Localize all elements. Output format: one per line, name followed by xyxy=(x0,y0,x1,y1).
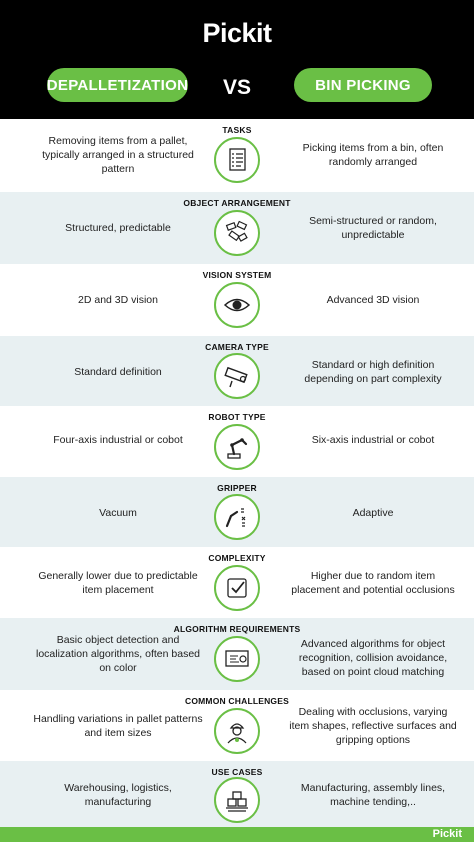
section-title: CAMERA TYPE xyxy=(205,342,269,352)
vs-label: VS xyxy=(222,76,251,99)
section-camera-type xyxy=(0,336,474,406)
robot-arm-icon xyxy=(214,424,260,470)
footer-logo: Pickit xyxy=(432,828,462,840)
bin-picking-cell: Advanced 3D vision xyxy=(326,294,420,306)
depalletization-cell: Handling variations in pallet patterns and item sizes xyxy=(33,713,203,739)
section-use-cases xyxy=(0,761,474,827)
depalletization-cell: Warehousing, logistics, manufacturing xyxy=(64,782,172,808)
section-algorithm-requirements xyxy=(0,618,474,690)
depalletization-cell: Vacuum xyxy=(99,507,137,519)
section-title: COMPLEXITY xyxy=(208,553,266,563)
checklist-icon xyxy=(214,137,260,183)
bin-picking-cell: Standard or high definition depending on part complexity xyxy=(304,359,442,385)
checkmark-icon xyxy=(214,565,260,611)
bin-picking-pill: BIN PICKING xyxy=(294,68,432,102)
eye-icon xyxy=(214,282,260,328)
brand-logo: Pickit xyxy=(202,18,272,48)
header-banner xyxy=(0,0,474,119)
depalletization-cell: Removing items from a pallet, typically arranged in a structured pattern xyxy=(42,135,194,175)
boxes-icon xyxy=(214,777,260,823)
bin-picking-cell: Six-axis industrial or cobot xyxy=(311,434,435,446)
section-title: OBJECT ARRANGEMENT xyxy=(183,198,291,208)
section-title: ALGORITHM REQUIREMENTS xyxy=(173,624,301,634)
section-title: VISION SYSTEM xyxy=(202,270,272,280)
section-vision-system xyxy=(0,264,474,336)
section-title: COMMON CHALLENGES xyxy=(185,696,289,706)
scattered-objects-icon xyxy=(214,210,260,256)
bin-picking-cell: Picking items from a bin, often randomly arranged xyxy=(302,142,444,168)
bin-picking-cell: Higher due to random item placement and potential occlusions xyxy=(291,570,455,596)
section-complexity xyxy=(0,547,474,618)
depalletization-pill: DEPALLETIZATION xyxy=(47,68,188,102)
section-title: USE CASES xyxy=(211,767,263,777)
section-object-arrangement xyxy=(0,192,474,264)
section-common-challenges xyxy=(0,690,474,761)
bin-picking-cell: Dealing with occlusions, varying item shapes, reflective surfaces and gripping options xyxy=(289,706,457,746)
depalletization-cell: Four-axis industrial or cobot xyxy=(53,434,183,446)
depalletization-cell: Structured, predictable xyxy=(65,222,171,234)
bin-picking-cell: Semi-structured or random, unpredictable xyxy=(309,215,437,241)
depalletization-cell: Basic object detection and localization algorithms, often based on color xyxy=(35,634,200,674)
section-robot-type xyxy=(0,406,474,477)
bin-picking-cell: Manufacturing, assembly lines, machine tending,.. xyxy=(300,782,446,808)
camera-icon xyxy=(214,353,260,399)
depalletization-cell: 2D and 3D vision xyxy=(78,294,158,306)
section-gripper xyxy=(0,477,474,547)
bin-picking-cell: Adaptive xyxy=(352,507,394,519)
section-title: TASKS xyxy=(222,125,252,135)
footer-bar xyxy=(0,827,474,842)
gripper-icon xyxy=(214,494,260,540)
worker-icon xyxy=(214,708,260,754)
bin-picking-cell: Advanced algorithms for object recognition, collision avoidance, based on point cloud matching xyxy=(298,638,448,678)
depalletization-cell: Generally lower due to predictable item placement xyxy=(38,570,198,596)
section-title: ROBOT TYPE xyxy=(208,412,266,422)
section-title: GRIPPER xyxy=(217,483,257,493)
section-tasks xyxy=(0,119,474,192)
algorithm-icon xyxy=(214,636,260,682)
depalletization-cell: Standard definition xyxy=(74,366,162,378)
